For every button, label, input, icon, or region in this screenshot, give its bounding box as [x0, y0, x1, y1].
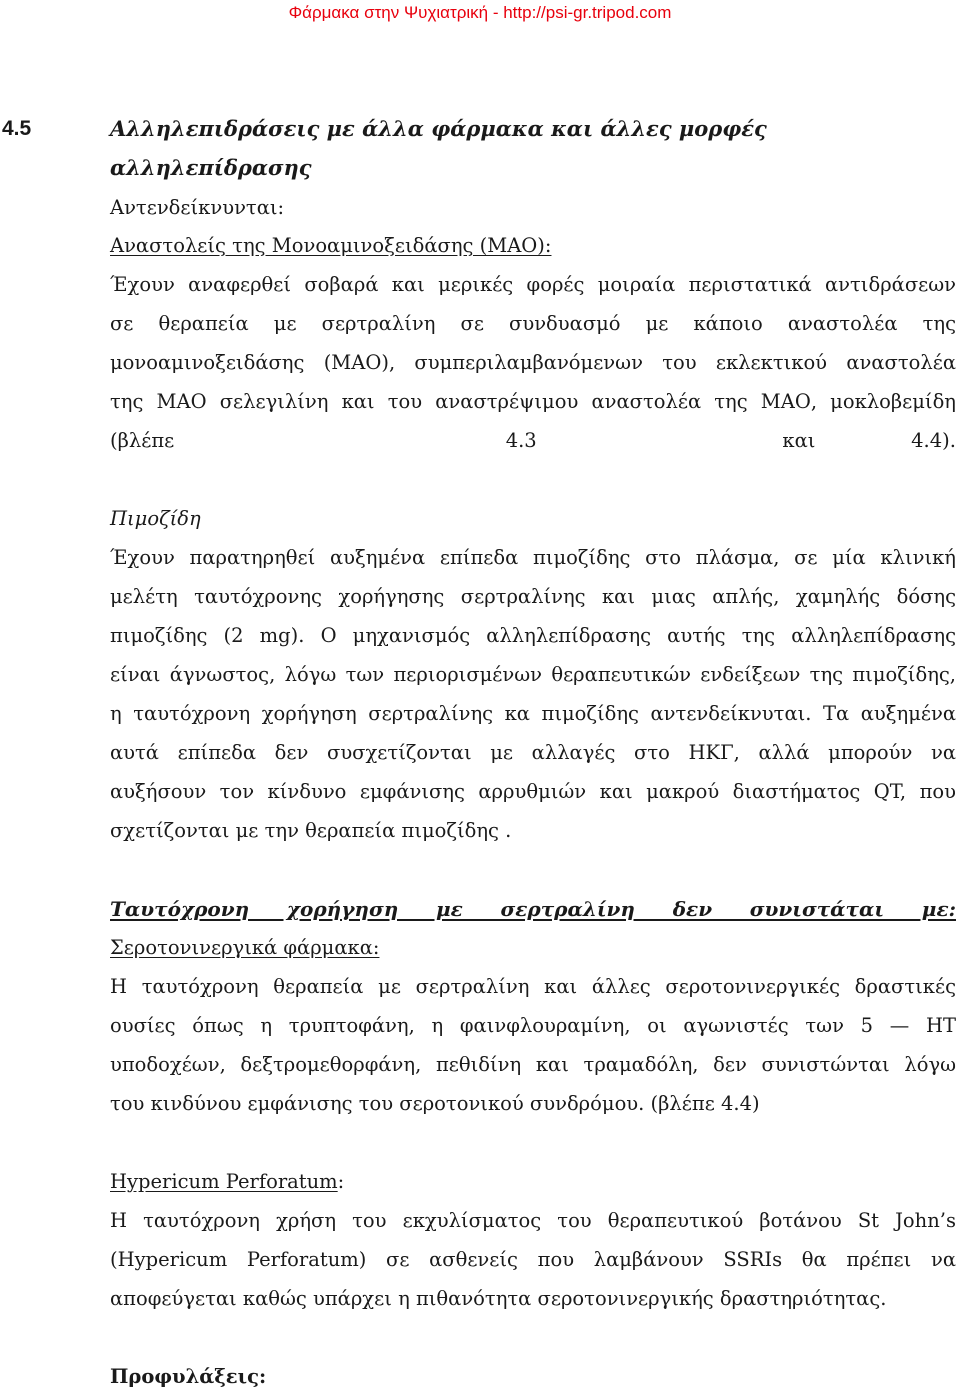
pimozide-last-line: σχετίζονται με την θεραπεία πιμοζίδης .: [110, 819, 512, 842]
pimozide-line: μελέτη ταυτόχρονης χορήγησης σερτραλίνης και μιας απλής, χαμηλής δόσης: [110, 585, 956, 608]
section-title-line2: αλληλεπίδρασης: [110, 155, 312, 180]
pimozide-line: αυξήσουν τον κίνδυνο εμφάνισης αρρυθμιών και μακρού διαστήματος QT, που: [110, 780, 956, 803]
hypericum-line: (Hypericum Perforatum) σε ασθενείς που λαμβάνουν SSRIs θα πρέπει να: [110, 1248, 956, 1271]
pimozide-line: αυτά επίπεδα δεν συσχετίζονται με αλλαγές στο ΗΚΓ, αλλά μπορούν να: [110, 741, 956, 764]
maoi-last-word: και: [782, 429, 816, 452]
contraindicated-label: Αντενδείκνυνται:: [110, 196, 285, 219]
maoi-heading: [110, 234, 956, 258]
pimozide-line: η ταυτόχρονη χορήγηση σερτραλίνης κα πιμοζίδης αντενδείκνυται. Τα αυξημένα: [110, 702, 956, 725]
hypericum-line: Η ταυτόχρονη χρήση του εκχυλίσματος του θεραπευτικού βοτάνου St John’s: [110, 1209, 956, 1232]
maoi-last-word: 4.4).: [911, 429, 956, 452]
serotonergic-last-line: του κινδύνου εμφάνισης του σεροτονικού συνδρόμου. (βλέπε 4.4): [110, 1092, 760, 1115]
maoi-last-word: 4.3: [505, 429, 537, 452]
not-recommended-heading: Ταυτόχρονη χορήγηση με σερτραλίνη δεν συνιστάται με:: [110, 897, 956, 921]
serotonergic-line: υποδοχέων, δεξτρομεθορφάνη, πεθιδίνη και τραμαδόλη, δεν συνιστώνται λόγω: [110, 1053, 956, 1076]
hypericum-last-line: αποφεύγεται καθώς υπάρχει η πιθανότητα σεροτονινεργικής δραστηριότητας.: [110, 1287, 887, 1310]
hypericum-heading-colon: :: [337, 1170, 345, 1193]
pimozide-line: Έχουν παρατηρηθεί αυξημένα επίπεδα πιμοζίδης στο πλάσμα, σε μία κλινική: [110, 546, 956, 569]
section-title-line1: Αλληλεπιδράσεις με άλλα φάρμακα και άλλες μορφές: [110, 116, 767, 141]
hypericum-heading: [110, 1170, 956, 1194]
precautions-heading: Προφυλάξεις:: [110, 1365, 267, 1388]
maoi-line: της ΜΑΟ σελεγιλίνη και του αναστρέψιμου αναστολέα της ΜΑΟ, μοκλοβεμίδη: [110, 390, 956, 413]
maoi-heading-text: Αναστολείς της Μονοαμινοξειδάσης (ΜΑΟ):: [110, 234, 552, 257]
serotonergic-line: ουσίες όπως η τρυπτοφάνη, η φαινφλουραμίνη, οι αγωνιστές των 5 — ΗΤ: [110, 1014, 956, 1037]
pimozide-heading: Πιμοζίδη: [110, 507, 201, 530]
section-number: 4.5: [2, 117, 32, 140]
pimozide-line: πιμοζίδης (2 mg). Ο μηχανισμός αλληλεπίδρασης αυτής της αλληλεπίδρασης: [110, 624, 956, 647]
pimozide-line: είναι άγνωστος, λόγω των περιορισμένων θεραπευτικών ενδείξεων της πιμοζίδης,: [110, 663, 956, 686]
serotonergic-heading: [110, 936, 956, 960]
serotonergic-heading-text: Σεροτονινεργικά φάρμακα:: [110, 936, 380, 959]
maoi-line: μονοαμινοξειδάσης (ΜΑΟ), συμπεριλαμβανόμενων του εκλεκτικού αναστολέα: [110, 351, 956, 374]
hypericum-heading-text: Hypericum Perforatum: [110, 1170, 338, 1193]
maoi-line: σε θεραπεία με σερτραλίνη σε συνδυασμό με κάποιο αναστολέα της: [110, 312, 956, 335]
maoi-line: Έχουν αναφερθεί σοβαρά και μερικές φορές μοιραία περιστατικά αντιδράσεων: [110, 273, 956, 296]
maoi-last-word: (βλέπε: [110, 429, 175, 452]
maoi-last-line: [110, 429, 956, 453]
serotonergic-line: Η ταυτόχρονη θεραπεία με σερτραλίνη και άλλες σεροτονινεργικές δραστικές: [110, 975, 956, 998]
source-header: Φάρμακα στην Ψυχιατρική - http://psi-gr.tripod.com: [288, 3, 672, 22]
